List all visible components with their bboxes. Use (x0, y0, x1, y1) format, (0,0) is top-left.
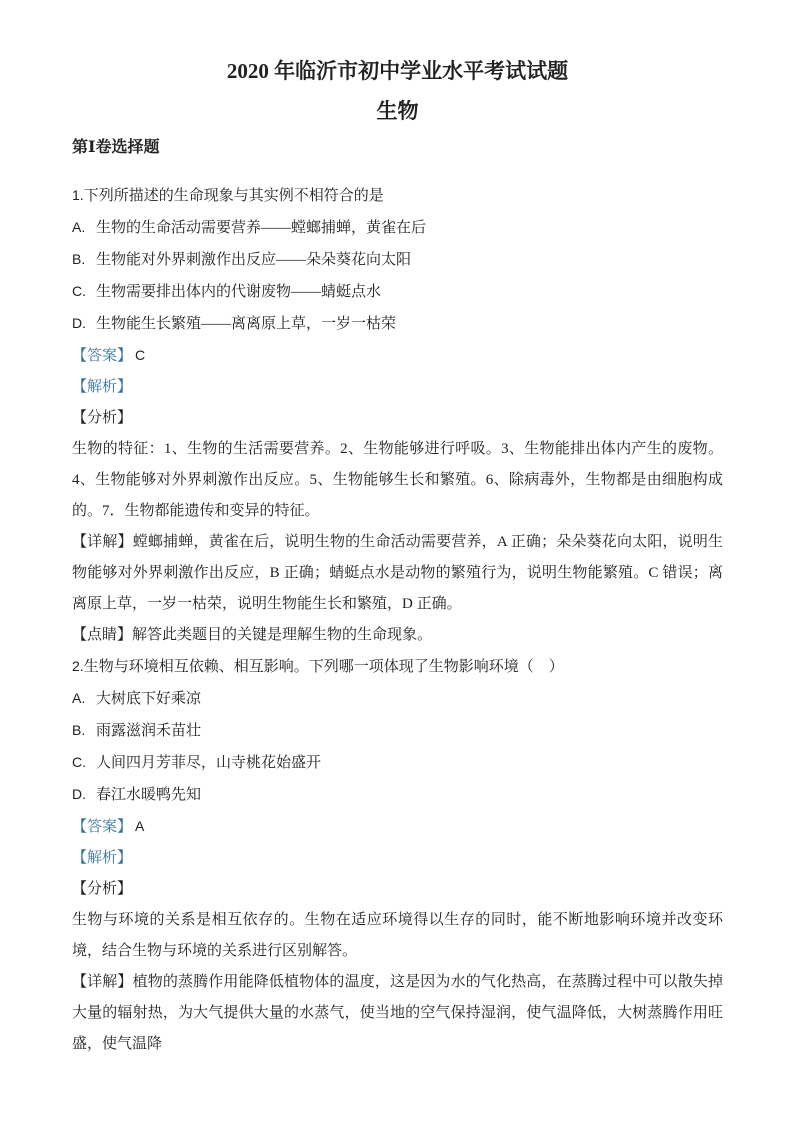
question-2-analysis-label-line (72, 874, 723, 905)
question-2-option-d (72, 779, 723, 811)
explanation-label: 【解析】 (72, 850, 133, 866)
question-2-stem-text: 生物与环境相互依赖、相互影响。下列哪一项体现了生物影响环境（ ） (83, 659, 564, 675)
option-text: 雨露滋润禾苗壮 (96, 723, 202, 739)
question-2-option-b (72, 715, 723, 747)
answer-value: A (135, 818, 145, 834)
option-text: 人间四月芳菲尽，山寺桃花始盛开 (96, 755, 322, 771)
option-text: 生物的生命活动需要营养——螳螂捕蝉，黄雀在后 (96, 220, 427, 236)
question-2 (72, 651, 723, 1060)
answer-value: C (135, 347, 146, 363)
question-2-analysis-text: 生物与环境的关系是相互依存的。生物在适应环境得以生存的同时，能不断地影响环境并改变环境，结合生物与环境的关系进行区别解答。 (72, 912, 723, 959)
point-text: 解答此类题目的关键是理解生物的生命现象。 (132, 627, 433, 643)
detail-label: 【详解】 (72, 534, 133, 550)
question-1-stem-text: 下列所描述的生命现象与其实例不相符合的是 (83, 188, 384, 204)
question-2-detail (72, 967, 723, 1060)
question-1-explanation-line (72, 372, 723, 403)
option-text: 生物能对外界刺激作出反应——朵朵葵花向太阳 (96, 252, 412, 268)
option-letter: B. (72, 722, 86, 738)
option-letter: A. (72, 690, 86, 706)
option-letter: C. (72, 283, 86, 299)
analysis-label: 【分析】 (72, 410, 133, 426)
detail-text: 螳螂捕蝉，黄雀在后，说明生物的生命活动需要营养，A 正确；朵朵葵花向太阳，说明生物能够对外界刺激作出反应，B 正确；蜻蜓点水是动物的繁殖行为，说明生物能繁殖。C 错误；离离原上草，一岁一枯荣，说明生物能生长和繁殖，D 正确。 (72, 534, 723, 612)
option-letter: A. (72, 219, 86, 235)
question-1-option-b (72, 244, 723, 276)
question-1-analysis-text: 生物的特征：1、生物的生活需要营养。2、生物能够进行呼吸。3、生物能排出体内产生的废物。4、生物能够对外界刺激作出反应。5、生物能够生长和繁殖。6、除病毒外，生物都是由细胞构成的。7．生物都能遗传和变异的特征。 (72, 441, 723, 519)
question-1-option-d (72, 308, 723, 340)
analysis-label: 【分析】 (72, 881, 133, 897)
question-1-option-a (72, 212, 723, 244)
detail-label: 【详解】 (72, 974, 133, 990)
question-1-answer-line (72, 340, 723, 372)
question-1 (72, 180, 723, 651)
point-label: 【点睛】 (72, 627, 133, 643)
question-2-explanation-line (72, 843, 723, 874)
question-1-detail (72, 527, 723, 620)
question-2-number: 2. (72, 658, 84, 674)
option-text: 大树底下好乘凉 (96, 691, 202, 707)
option-letter: D. (72, 786, 86, 802)
question-2-stem (72, 651, 723, 683)
answer-label: 【答案】 (72, 819, 133, 835)
option-letter: C. (72, 754, 86, 770)
question-1-point (72, 620, 723, 651)
option-letter: B. (72, 251, 86, 267)
option-text: 生物需要排出体内的代谢废物——蜻蜓点水 (96, 284, 382, 300)
answer-label: 【答案】 (72, 348, 133, 364)
question-1-option-c (72, 276, 723, 308)
document-subject: 生物 (376, 99, 419, 123)
question-1-stem (72, 180, 723, 212)
explanation-label: 【解析】 (72, 379, 133, 395)
question-2-option-c (72, 747, 723, 779)
option-text: 生物能生长繁殖——离离原上草，一岁一枯荣 (96, 316, 397, 332)
question-1-analysis-label-line (72, 403, 723, 434)
option-letter: D. (72, 315, 86, 331)
option-text: 春江水暖鸭先知 (96, 787, 202, 803)
question-1-number: 1. (72, 187, 84, 203)
question-2-option-a (72, 683, 723, 715)
question-2-answer-line (72, 811, 723, 843)
detail-text: 植物的蒸腾作用能降低植物体的温度，这是因为水的气化热高，在蒸腾过程中可以散失掉大量的辐射热，为大气提供大量的水蒸气，使当地的空气保持湿润，使气温降低，大树蒸腾作用旺盛，使气温降 (72, 974, 723, 1052)
document-title: 2020 年临沂市初中学业水平考试试题 (226, 59, 569, 83)
section-heading: 第Ⅰ卷选择题 (72, 139, 160, 156)
